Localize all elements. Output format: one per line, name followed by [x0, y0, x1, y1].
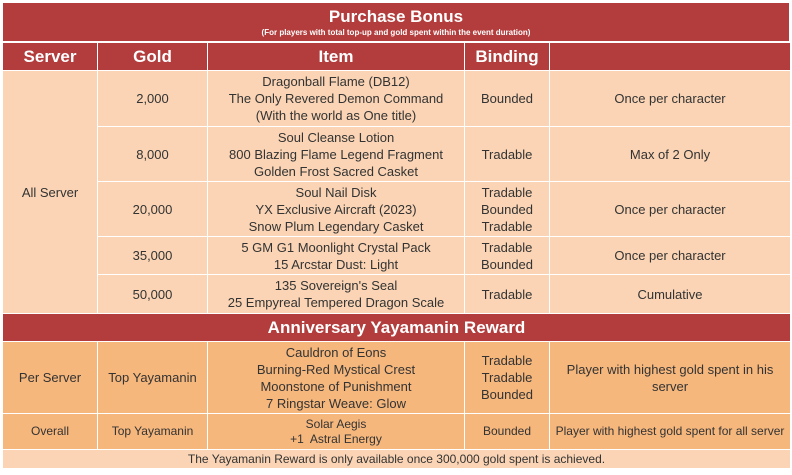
item-cell: [208, 414, 465, 450]
gold-cell: 20,000: [98, 182, 208, 237]
gold-cell: 2,000: [98, 71, 208, 127]
limit-cell: Once per character: [550, 237, 791, 275]
binding-cell: [465, 71, 550, 127]
table-row: [3, 182, 791, 237]
binding-line: Tradable: [481, 218, 533, 234]
purchase-bonus-header: [2, 2, 790, 42]
limit-cell: Player with highest gold spent for all server: [550, 414, 791, 450]
rewards-table: [2, 42, 791, 469]
table-row: [3, 414, 791, 450]
item-cell: [208, 71, 465, 127]
binding-line: Bounded: [480, 387, 534, 402]
item-line: (With the world as One title): [255, 108, 417, 123]
header-server: Server: [3, 43, 98, 71]
item-line: Burning-Red Mystical Crest: [256, 361, 416, 377]
limit-cell: Once per character: [550, 182, 791, 237]
item-line: YX Exclusive Aircraft (2023): [255, 201, 417, 217]
limit-cell: Max of 2 Only: [550, 127, 791, 182]
binding-line: Bounded: [480, 201, 534, 217]
item-line: Soul Cleanse Lotion: [277, 129, 395, 145]
gold-cell: Top Yayamanin: [98, 414, 208, 450]
column-header-row: [3, 43, 791, 71]
item-line: 7 Ringstar Weave: Glow: [266, 395, 406, 411]
item-cell: [208, 237, 465, 275]
server-cell: Overall: [3, 414, 98, 450]
item-line: Cauldron of Eons: [285, 344, 387, 360]
item-cell: [208, 275, 465, 314]
anniversary-header-row: [3, 314, 791, 342]
gold-cell: Top Yayamanin: [98, 342, 208, 414]
server-cell: Per Server: [3, 342, 98, 414]
item-line: Dragonball Flame (DB12): [262, 74, 410, 89]
purchase-bonus-subtitle: (For players with total top-up and gold spent within the event duration): [261, 28, 531, 37]
item-cell: [208, 342, 465, 414]
gold-cell: 50,000: [98, 275, 208, 314]
item-line: Snow Plum Legendary Casket: [248, 218, 424, 234]
limit-cell: Once per character: [550, 71, 791, 127]
item-line: 5 GM G1 Moonlight Crystal Pack: [241, 239, 431, 255]
item-line: Golden Frost Sacred Casket: [253, 163, 419, 179]
header-binding: Binding: [465, 43, 550, 71]
header-limit: [550, 43, 791, 71]
binding-cell: [465, 275, 550, 314]
limit-cell: Player with highest gold spent in his server: [550, 342, 791, 414]
binding-line: Tradable: [481, 239, 533, 255]
item-line: The Only Revered Demon Command: [228, 91, 444, 106]
binding-cell: [465, 182, 550, 237]
binding-line: Tradable: [481, 146, 533, 162]
gold-cell: 8,000: [98, 127, 208, 182]
limit-cell: Cumulative: [550, 275, 791, 314]
binding-line: Tradable: [481, 353, 533, 368]
item-line: 800 Blazing Flame Legend Fragment: [229, 146, 443, 162]
item-line: 25 Empyreal Tempered Dragon Scale: [227, 295, 445, 310]
binding-line: Bounded: [482, 424, 532, 438]
purchase-bonus-title: Purchase Bonus: [328, 7, 464, 26]
table-row: [3, 127, 791, 182]
binding-line: Tradable: [481, 184, 533, 200]
table-row: [3, 275, 791, 314]
table-row: [3, 237, 791, 275]
anniversary-title: Anniversary Yayamanin Reward: [3, 314, 791, 342]
binding-cell: [465, 342, 550, 414]
item-line: 135 Sovereign's Seal: [274, 278, 398, 293]
item-cell: [208, 182, 465, 237]
binding-cell: [465, 237, 550, 275]
binding-line: Tradable: [481, 286, 533, 302]
item-cell: [208, 127, 465, 182]
item-line: Soul Nail Disk: [295, 184, 377, 200]
binding-line: Bounded: [480, 91, 534, 106]
header-gold: Gold: [98, 43, 208, 71]
binding-line: Tradable: [481, 370, 533, 385]
table-row: [3, 71, 791, 127]
binding-cell: [465, 127, 550, 182]
item-line: Solar Aegis: [305, 416, 367, 431]
footnote: The Yayamanin Reward is only available once 300,000 gold spent is achieved.: [3, 450, 791, 469]
header-item: Item: [208, 43, 465, 71]
binding-line: Bounded: [480, 256, 534, 272]
item-line: Moonstone of Punishment: [260, 378, 412, 394]
server-cell: All Server: [3, 71, 98, 314]
gold-cell: 35,000: [98, 237, 208, 275]
table-row: [3, 342, 791, 414]
binding-cell: [465, 414, 550, 450]
item-line: +1 Astral Energy: [290, 431, 382, 446]
item-line: 15 Arcstar Dust: Light: [273, 256, 399, 272]
footnote-row: [3, 450, 791, 469]
